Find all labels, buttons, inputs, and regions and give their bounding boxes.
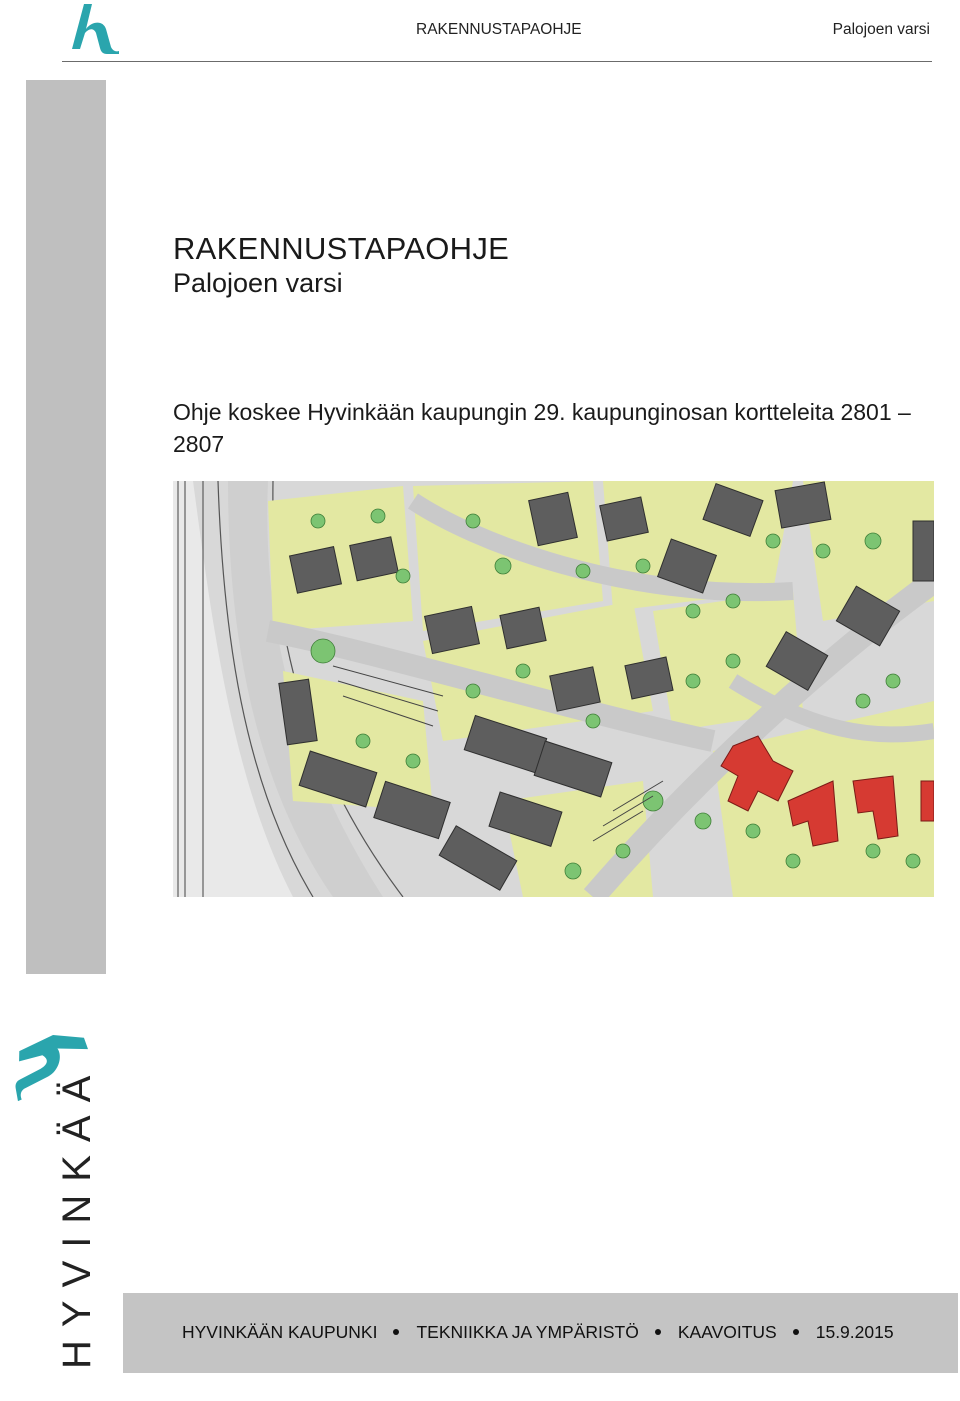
footer-department: TEKNIIKKA JA YMPÄRISTÖ: [416, 1321, 639, 1342]
cover-subtitle: Palojoen varsi: [173, 268, 343, 298]
side-decor-bar: [26, 80, 106, 974]
cover-description: Ohje koskee Hyvinkään kaupungin 29. kaupunginosan kortteleita 2801 – 2807: [173, 399, 911, 457]
site-plan-map: [173, 481, 934, 897]
hyvinkaa-vertical-wordmark: [0, 974, 110, 1401]
bullet-icon: [393, 1329, 399, 1335]
header-divider: [62, 61, 932, 62]
hyvinkaa-h-logo-icon: [62, 2, 120, 54]
cover-title: RAKENNUSTAPAOHJE: [173, 231, 510, 266]
footer-organization: HYVINKÄÄN KAUPUNKI: [182, 1321, 378, 1342]
footer-unit: KAAVOITUS: [677, 1321, 777, 1342]
vertical-brand-text: HYVINKÄÄ: [55, 1062, 99, 1369]
bullet-icon: [655, 1329, 661, 1335]
bullet-icon: [793, 1329, 799, 1335]
header-document-subtitle: Palojoen varsi: [832, 21, 930, 38]
header-document-title: RAKENNUSTAPAOHJE: [416, 21, 582, 38]
footer-info: [182, 1321, 894, 1343]
footer-date: 15.9.2015: [815, 1321, 894, 1342]
